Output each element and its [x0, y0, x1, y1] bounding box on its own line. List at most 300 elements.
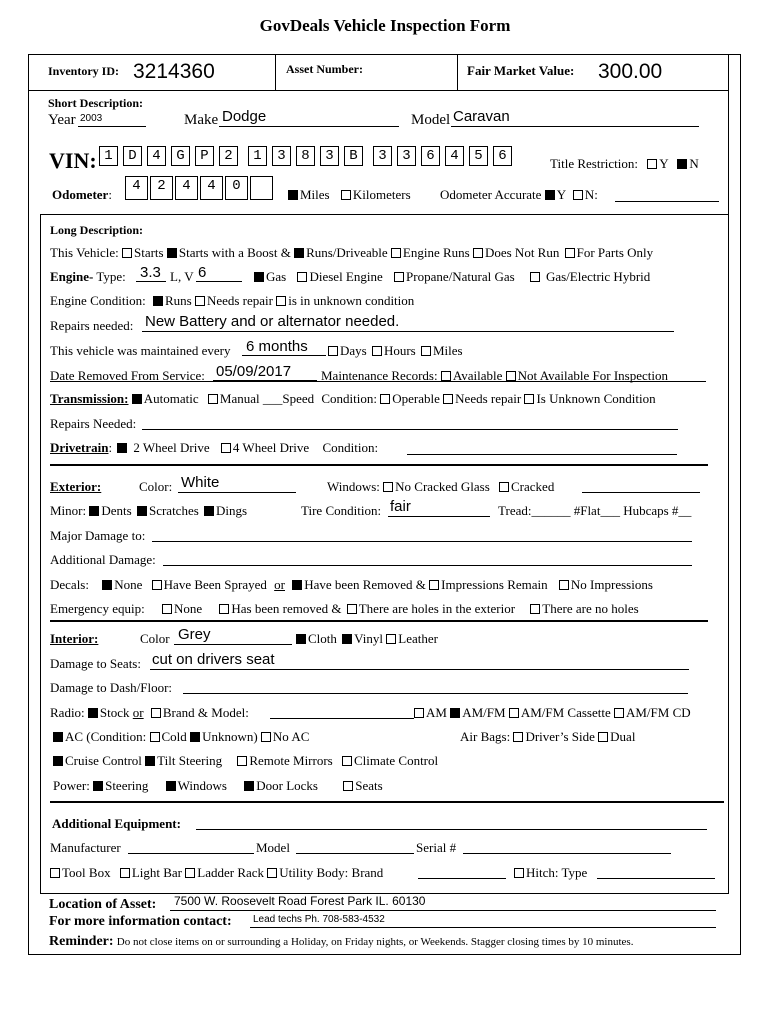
contact-line	[250, 927, 716, 928]
maintained-units	[328, 343, 463, 359]
utility-checkbox[interactable]	[267, 868, 277, 878]
engine-repairs-line	[142, 331, 674, 332]
cloth-checkbox[interactable]	[296, 634, 306, 644]
engine-liters-line	[136, 281, 166, 282]
miles-label: Miles	[300, 187, 330, 202]
holes-checkbox[interactable]	[347, 604, 357, 614]
engine-unknown-label: is in unknown condition	[288, 293, 415, 308]
records-not-available-checkbox[interactable]	[506, 371, 516, 381]
impressions-remain-checkbox[interactable]	[429, 580, 439, 590]
sprayed-checkbox[interactable]	[152, 580, 162, 590]
this-vehicle-row	[50, 245, 653, 261]
miles-checkbox[interactable]	[288, 190, 298, 200]
runs-driveable-label: Runs/Driveable	[306, 245, 388, 260]
tire-condition-line	[388, 516, 490, 517]
equip-model-line	[296, 853, 414, 854]
model-value[interactable]: Caravan	[453, 108, 510, 125]
additional-damage-line	[163, 565, 692, 566]
additional-equipment-line	[196, 829, 707, 830]
additional-equipment-label: Additional Equipment:	[52, 816, 181, 831]
miles-interval-label: Miles	[433, 343, 463, 358]
hybrid-checkbox[interactable]	[530, 272, 540, 282]
starts-boost-label: Starts with a Boost &	[178, 245, 291, 260]
drivers-side-label: Driver’s Side	[525, 729, 595, 744]
amfm-checkbox[interactable]	[450, 708, 460, 718]
radio-row	[50, 705, 249, 721]
location-line	[170, 910, 716, 911]
propane-label: Propane/Natural Gas	[406, 269, 515, 284]
engine-unknown-checkbox[interactable]	[276, 296, 286, 306]
amfm-label: AM/FM	[462, 705, 506, 720]
emergency-label: Emergency equip:	[50, 601, 145, 616]
odometer-accurate-label: Odometer Accurate	[440, 187, 542, 202]
year-label: Year	[48, 112, 76, 128]
damage-dash-label: Damage to Dash/Floor:	[50, 680, 173, 695]
vin-char-box[interactable]: 2	[219, 146, 238, 166]
reminder-row	[49, 933, 633, 950]
cracked-line	[582, 492, 700, 493]
manufacturer-label: Manufacturer	[50, 840, 121, 855]
odometer-digit-box[interactable]: 4	[125, 176, 148, 200]
starts-label: Starts	[133, 245, 164, 260]
amfm-cassette-label: AM/FM Cassette	[520, 705, 611, 720]
does-not-run-checkbox[interactable]	[473, 248, 483, 258]
cracked-checkbox[interactable]	[499, 482, 509, 492]
l-v-label: L, V	[170, 269, 194, 284]
make-line	[219, 126, 399, 127]
section-divider-3	[50, 801, 724, 803]
manual-label: Manual	[219, 391, 260, 406]
engine-type-label: Type:	[96, 269, 126, 284]
gas-checkbox[interactable]	[254, 272, 264, 282]
radio-or: or	[132, 705, 144, 720]
vin-char-box[interactable]: 6	[421, 146, 440, 166]
vinyl-checkbox[interactable]	[342, 634, 352, 644]
section-divider-2	[50, 620, 708, 622]
records-underline	[50, 381, 706, 382]
removed-value[interactable]: 05/09/2017	[216, 363, 292, 380]
vin-char-box[interactable]: 3	[397, 146, 416, 166]
damage-seats-line	[150, 669, 689, 670]
vin-char-box[interactable]: 3	[272, 146, 291, 166]
stock-label: Stock	[99, 705, 130, 720]
days-checkbox[interactable]	[328, 346, 338, 356]
impressions-remain-label: Impressions Remain	[441, 577, 548, 592]
cruise-row	[53, 753, 438, 769]
power-windows-label: Windows	[177, 778, 227, 793]
windows-row	[327, 479, 554, 495]
em-removed-label: Has been removed &	[231, 601, 342, 616]
tread-label: Tread:______ #Flat___ Hubcaps #__	[498, 503, 692, 518]
tire-condition-value[interactable]: fair	[390, 498, 411, 515]
frame-top	[28, 54, 741, 55]
climate-checkbox[interactable]	[342, 756, 352, 766]
hours-label: Hours	[383, 343, 416, 358]
equipment-row	[50, 865, 383, 881]
trans-unknown-checkbox[interactable]	[524, 394, 534, 404]
vin-char-box[interactable]: B	[344, 146, 363, 166]
cloth-label: Cloth	[308, 631, 337, 646]
header-sep-2	[457, 54, 458, 90]
this-vehicle-label: This Vehicle:	[50, 245, 119, 260]
ladder-checkbox[interactable]	[185, 868, 195, 878]
serial-label: Serial #	[416, 840, 457, 855]
maintained-label: This vehicle was maintained every	[50, 343, 231, 358]
damage-dash-line	[183, 693, 688, 694]
cruise-checkbox[interactable]	[53, 756, 63, 766]
lightbar-label: Light Bar	[131, 865, 183, 880]
lightbar-checkbox[interactable]	[120, 868, 130, 878]
brand-model-line	[270, 718, 414, 719]
engine-type-row	[50, 269, 126, 285]
header-divider	[28, 90, 728, 91]
header-sep-1	[275, 54, 276, 90]
title-n-checkbox[interactable]	[677, 159, 687, 169]
no-impressions-checkbox[interactable]	[559, 580, 569, 590]
vin-label: VIN:	[49, 148, 97, 173]
decals-removed-label: Have been Removed &	[304, 577, 426, 592]
transmission-label: Transmission:	[50, 391, 129, 406]
amfm-cd-label: AM/FM CD	[625, 705, 691, 720]
minor-label: Minor:	[50, 503, 87, 518]
parts-only-checkbox[interactable]	[565, 248, 575, 258]
accurate-y-checkbox[interactable]	[545, 190, 555, 200]
trans-repairs-line	[142, 429, 678, 430]
frame-bottom	[28, 954, 741, 955]
no-ac-checkbox[interactable]	[261, 732, 271, 742]
engine-repairs-value[interactable]: New Battery and or alternator needed.	[145, 313, 400, 330]
power-seats-checkbox[interactable]	[343, 781, 353, 791]
decals-row	[50, 577, 653, 593]
dents-label: Dents	[101, 503, 132, 518]
climate-label: Climate Control	[353, 753, 439, 768]
vin-char-box[interactable]: D	[123, 146, 142, 166]
leather-checkbox[interactable]	[386, 634, 396, 644]
accurate-n-label: N:	[584, 187, 598, 202]
no-cracked-checkbox[interactable]	[383, 482, 393, 492]
miles-interval-checkbox[interactable]	[421, 346, 431, 356]
manufacturer-line	[128, 853, 254, 854]
two-wd-checkbox[interactable]	[117, 443, 127, 453]
damage-seats-label: Damage to Seats:	[50, 656, 141, 671]
reminder-text: Do not close items on or surrounding a Holiday, on Friday nights, or Weekends. Stagger closing times by 10 minutes.	[116, 936, 634, 948]
dings-label: Dings	[216, 503, 248, 518]
title-restriction-label: Title Restriction:	[550, 156, 638, 171]
drivetrain-condition-line	[407, 454, 677, 455]
odometer-digit-box[interactable]: 4	[200, 176, 223, 200]
kilometers-checkbox[interactable]	[341, 190, 351, 200]
decals-none-label: None	[114, 577, 143, 592]
emergency-row	[50, 601, 639, 617]
ac-unknown-label: Unknown)	[202, 729, 258, 744]
removed-label: Date Removed From Service:	[50, 368, 205, 383]
hitch-label: Hitch: Type	[526, 865, 588, 880]
exterior-label: Exterior:	[50, 479, 102, 494]
vin-char-box[interactable]: 1	[99, 146, 118, 166]
hybrid-label: Gas/Electric Hybrid	[545, 269, 651, 284]
power-row	[53, 778, 383, 794]
ac-row	[53, 729, 309, 745]
leather-label: Leather	[398, 631, 438, 646]
records-available-label: Available	[452, 368, 503, 383]
no-holes-checkbox[interactable]	[530, 604, 540, 614]
automatic-label: Automatic	[143, 391, 199, 406]
vin-char-box[interactable]: 8	[296, 146, 315, 166]
power-seats-label: Seats	[355, 778, 383, 793]
model-label: Model	[411, 112, 451, 128]
dents-checkbox[interactable]	[89, 506, 99, 516]
dual-checkbox[interactable]	[598, 732, 608, 742]
damage-seats-value[interactable]: cut on drivers seat	[152, 651, 275, 668]
trans-needs-repair-checkbox[interactable]	[443, 394, 453, 404]
power-windows-checkbox[interactable]	[166, 781, 176, 791]
records-not-available-label: Not Available For Inspection	[517, 368, 668, 383]
tilt-label: Tilt Steering	[157, 753, 223, 768]
additional-damage-label: Additional Damage:	[50, 552, 156, 567]
ladder-label: Ladder Rack	[197, 865, 265, 880]
hitch-line	[597, 878, 715, 879]
toolbox-checkbox[interactable]	[50, 868, 60, 878]
cold-label: Cold	[161, 729, 187, 744]
operable-checkbox[interactable]	[380, 394, 390, 404]
location-label: Location of Asset:	[49, 897, 157, 912]
power-steering-label: Steering	[105, 778, 149, 793]
vin-char-box[interactable]: 5	[469, 146, 488, 166]
hitch-checkbox[interactable]	[514, 868, 524, 878]
title-restriction	[550, 156, 699, 172]
brand-model-label: Brand & Model:	[162, 705, 249, 720]
operable-label: Operable	[392, 391, 440, 406]
trans-needs-repair-label: Needs repair	[455, 391, 522, 406]
long-desc-box-top	[40, 214, 729, 215]
accurate-n-checkbox[interactable]	[573, 190, 583, 200]
exterior-color-value[interactable]: White	[181, 474, 220, 491]
major-damage-label: Major Damage to:	[50, 528, 146, 543]
diesel-checkbox[interactable]	[297, 272, 307, 282]
cracked-label: Cracked	[511, 479, 555, 494]
asset-number-label: Asset Number:	[286, 62, 363, 76]
amfm-cd-checkbox[interactable]	[614, 708, 624, 718]
contact-label: For more information contact:	[49, 914, 232, 929]
ac-unknown-checkbox[interactable]	[190, 732, 200, 742]
power-steering-checkbox[interactable]	[93, 781, 103, 791]
em-removed-checkbox[interactable]	[219, 604, 229, 614]
exterior-color-label: Color:	[139, 479, 173, 494]
remote-mirrors-checkbox[interactable]	[237, 756, 247, 766]
decals-or: or	[274, 577, 285, 592]
engine-runs-checkbox[interactable]	[391, 248, 401, 258]
interior-color-line	[174, 644, 292, 645]
vin-char-box[interactable]: 1	[248, 146, 267, 166]
equip-model-label: Model	[256, 840, 290, 855]
two-wd-label: 2 Wheel Drive	[133, 440, 210, 455]
vin-char-box[interactable]: 3	[373, 146, 392, 166]
engine-condition-row	[50, 293, 414, 309]
no-impressions-label: No Impressions	[570, 577, 653, 592]
long-desc-box-right	[728, 214, 729, 894]
engine-repairs-label: Repairs needed:	[50, 318, 134, 333]
make-label: Make	[184, 112, 219, 128]
starts-checkbox[interactable]	[122, 248, 132, 258]
maintained-value[interactable]: 6 months	[246, 338, 308, 355]
scratches-checkbox[interactable]	[137, 506, 147, 516]
drivetrain-label: Drivetrain	[50, 440, 109, 455]
holes-label: There are holes in the exterior	[358, 601, 516, 616]
tilt-checkbox[interactable]	[145, 756, 155, 766]
upholstery-row	[296, 631, 438, 647]
cruise-label: Cruise Control	[65, 753, 142, 768]
windows-label: Windows:	[327, 479, 380, 494]
drivers-side-checkbox[interactable]	[513, 732, 523, 742]
four-wd-label: 4 Wheel Drive	[232, 440, 310, 455]
hitch-row	[514, 865, 587, 881]
engine-runs-cond-label: Runs	[164, 293, 192, 308]
airbags-label: Air Bags:	[460, 729, 511, 744]
starts-boost-checkbox[interactable]	[167, 248, 177, 258]
sprayed-label: Have Been Sprayed	[163, 577, 267, 592]
am-label: AM	[426, 705, 447, 720]
decals-removed-checkbox[interactable]	[292, 580, 302, 590]
vinyl-label: Vinyl	[354, 631, 383, 646]
amfm-cassette-checkbox[interactable]	[509, 708, 519, 718]
engine-liters-value[interactable]: 3.3	[140, 264, 161, 281]
engine-condition-label: Engine Condition:	[50, 293, 146, 308]
utility-brand-line	[418, 878, 506, 879]
interior-color-value[interactable]: Grey	[178, 626, 211, 643]
odometer-label: Odometer:	[52, 187, 112, 202]
frame-left	[28, 54, 29, 954]
drivetrain-row: Drivetrain: 2 Wheel Drive 4 Wheel Drive Condition:	[50, 440, 379, 455]
ac-checkbox[interactable]	[53, 732, 63, 742]
records-available-checkbox[interactable]	[441, 371, 451, 381]
scratches-label: Scratches	[148, 503, 199, 518]
model-line	[451, 126, 699, 127]
inventory-id-value[interactable]: 3214360	[133, 60, 215, 83]
maintained-line	[242, 355, 326, 356]
engine-label: Engine-	[50, 269, 94, 284]
cold-checkbox[interactable]	[150, 732, 160, 742]
section-divider-1	[50, 464, 708, 466]
long-desc-box-left	[40, 214, 41, 894]
engine-runs-cond-checkbox[interactable]	[153, 296, 163, 306]
decals-none-checkbox[interactable]	[102, 580, 112, 590]
diesel-label: Diesel Engine	[309, 269, 383, 284]
dings-checkbox[interactable]	[204, 506, 214, 516]
propane-checkbox[interactable]	[394, 272, 404, 282]
odometer-digit-box[interactable]	[250, 176, 273, 200]
title-y-checkbox[interactable]	[647, 159, 657, 169]
year-value[interactable]: 2003	[80, 113, 103, 124]
engine-runs-label: Engine Runs	[402, 245, 470, 260]
stock-checkbox[interactable]	[88, 708, 98, 718]
gas-label: Gas	[266, 269, 287, 284]
transmission-row	[50, 391, 656, 407]
engine-needs-repair-checkbox[interactable]	[195, 296, 205, 306]
trans-unknown-label: Is Unknown Condition	[536, 391, 656, 406]
exterior-color-line	[178, 492, 296, 493]
hours-checkbox[interactable]	[372, 346, 382, 356]
long-description-label: Long Description:	[50, 223, 143, 237]
odometer-digit-box[interactable]: 2	[150, 176, 173, 200]
fair-market-value-label: Fair Market Value:	[467, 63, 575, 78]
inventory-id-label: Inventory ID:	[48, 64, 119, 78]
vin-char-box[interactable]: G	[171, 146, 190, 166]
short-description-label: Short Description:	[48, 96, 143, 110]
vin-char-box[interactable]: P	[195, 146, 214, 166]
dual-label: Dual	[610, 729, 636, 744]
maintenance-records-label: Maintenance Records:	[321, 368, 438, 383]
brand-model-checkbox[interactable]	[151, 708, 161, 718]
fair-market-value-value[interactable]: 300.00	[598, 60, 663, 83]
odometer-accurate	[440, 187, 598, 203]
no-ac-label: No AC	[272, 729, 310, 744]
fuel-type-row	[254, 269, 650, 285]
engine-needs-repair-label: Needs repair	[206, 293, 273, 308]
radio-types-row	[414, 705, 691, 721]
accurate-n-line	[615, 201, 719, 202]
location-value[interactable]: 7500 W. Roosevelt Road Forest Park IL. 60130	[174, 894, 426, 908]
contact-value[interactable]: Lead techs Ph. 708-583-4532	[253, 914, 385, 925]
door-locks-checkbox[interactable]	[244, 781, 254, 791]
trans-repairs-label: Repairs Needed:	[50, 416, 137, 431]
engine-cylinders-line	[196, 281, 242, 282]
interior-color-label: Color	[140, 631, 170, 646]
toolbox-label: Tool Box	[62, 865, 111, 880]
minor-row	[50, 503, 247, 519]
frame-right-outer	[740, 54, 741, 954]
remote-mirrors-label: Remote Mirrors	[249, 753, 333, 768]
year-line	[78, 126, 146, 127]
no-holes-label: There are no holes	[542, 601, 639, 616]
title-n-label: N	[689, 156, 699, 171]
odometer-units	[288, 187, 411, 203]
em-none-label: None	[173, 601, 203, 616]
frame-right-inner	[728, 54, 729, 214]
airbags-row	[460, 729, 635, 745]
door-locks-label: Door Locks	[256, 778, 318, 793]
title-y-label: Y	[659, 156, 669, 171]
make-value[interactable]: Dodge	[222, 108, 267, 125]
serial-line	[463, 853, 671, 854]
manual-checkbox[interactable]	[208, 394, 218, 404]
ac-label: AC (Condition:	[65, 729, 147, 744]
am-checkbox[interactable]	[414, 708, 424, 718]
four-wd-checkbox[interactable]	[221, 443, 231, 453]
form-title: GovDeals Vehicle Inspection Form	[259, 16, 511, 35]
interior-label: Interior:	[50, 631, 99, 646]
power-label: Power:	[53, 778, 90, 793]
vin-char-box[interactable]: 3	[320, 146, 339, 166]
vin-char-box[interactable]: 4	[445, 146, 464, 166]
utility-label: Utility Body: Brand	[279, 865, 384, 880]
parts-only-label: For Parts Only	[576, 245, 654, 260]
major-damage-line	[152, 541, 692, 542]
accurate-y-label: Y	[556, 187, 566, 202]
reminder-label: Reminder:	[49, 934, 114, 949]
vin-char-box[interactable]: 4	[147, 146, 166, 166]
decals-label: Decals:	[50, 577, 89, 592]
automatic-checkbox[interactable]	[132, 394, 142, 404]
runs-driveable-checkbox[interactable]	[294, 248, 304, 258]
vin-char-box[interactable]: 6	[493, 146, 512, 166]
kilometers-label: Kilometers	[352, 187, 411, 202]
does-not-run-label: Does Not Run	[484, 245, 560, 260]
em-none-checkbox[interactable]	[162, 604, 172, 614]
odometer-digit-box[interactable]: 0	[225, 176, 248, 200]
engine-cylinders-value[interactable]: 6	[198, 264, 207, 281]
days-label: Days	[340, 343, 367, 358]
odometer-digit-box[interactable]: 4	[175, 176, 198, 200]
